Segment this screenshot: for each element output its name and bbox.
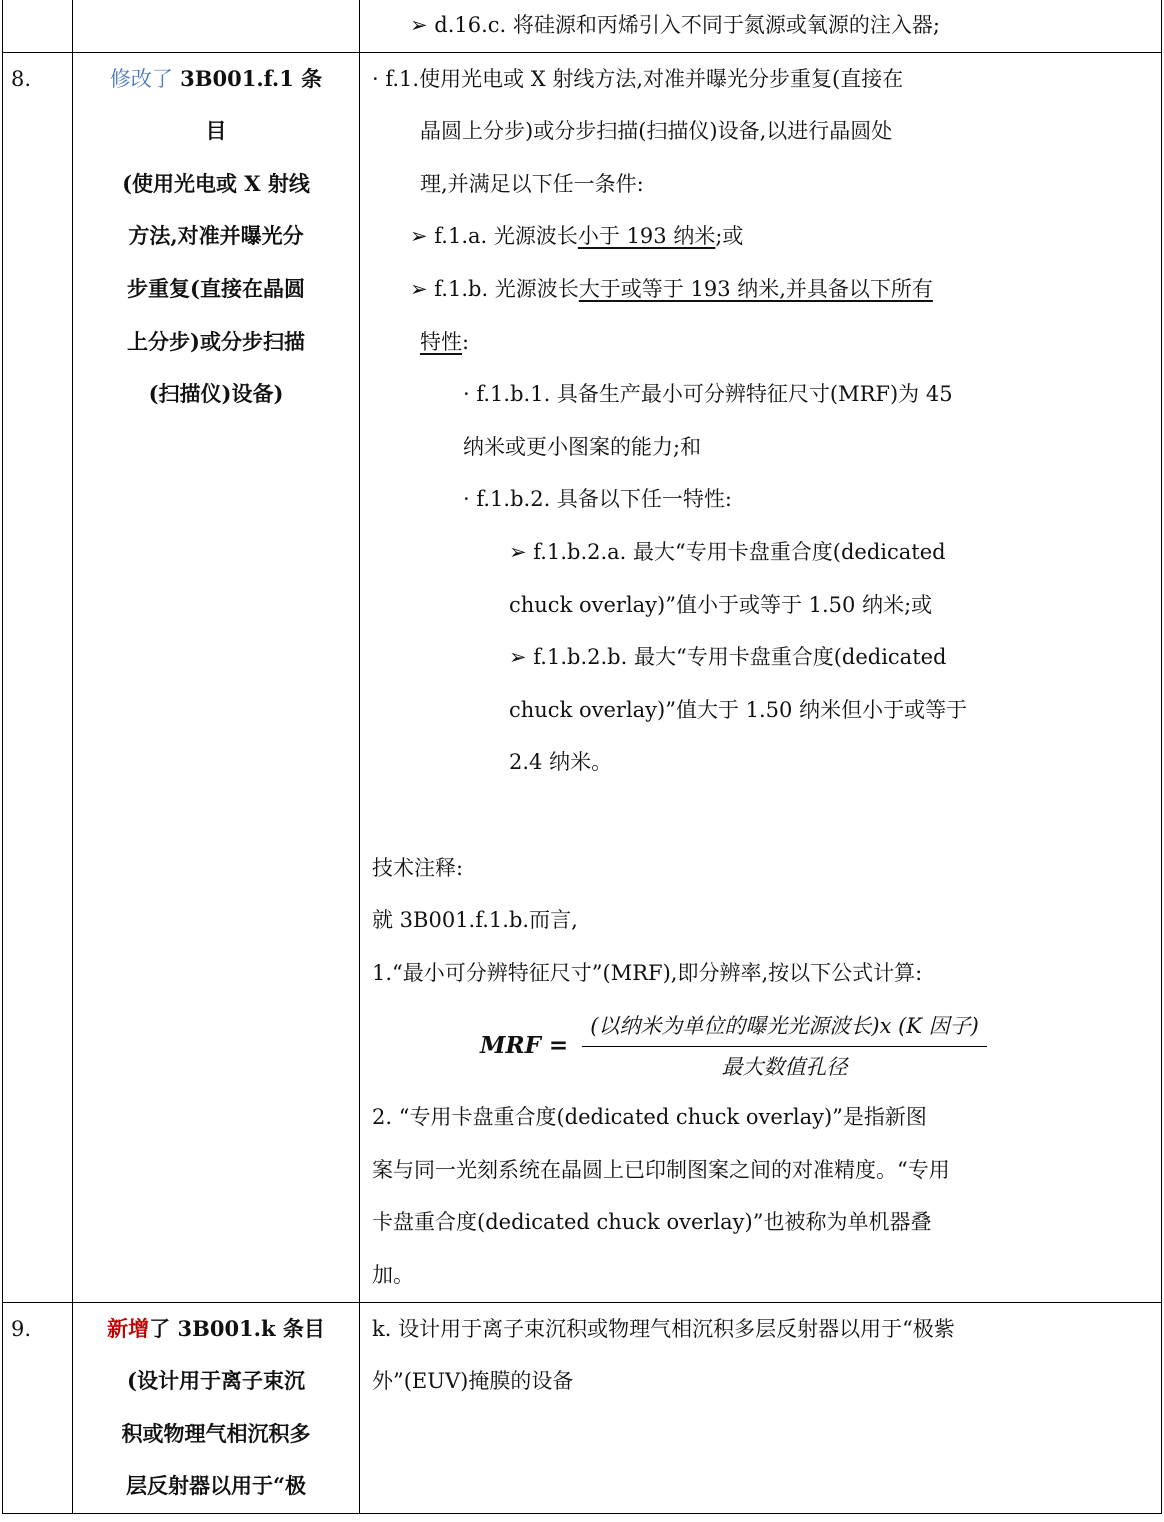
item-f1a: ➢ f.1.a. 光源波长小于 193 纳米;或	[410, 224, 744, 249]
item-f1b2b: ➢ f.1.b.2.b. 最大“专用卡盘重合度(dedicated	[509, 645, 947, 670]
formula-denominator: 最大数值孔径	[721, 1054, 848, 1079]
formula-fraction	[582, 1010, 987, 1081]
amendment-table	[2, 0, 1162, 1514]
caption-line: 上分步)或分步扫描	[127, 328, 305, 354]
row-content	[360, 52, 1162, 1302]
caption-line: 步重复(直接在晶圆	[127, 275, 305, 301]
added-tag: 新增	[107, 1315, 150, 1341]
table-row-8	[3, 52, 1162, 1302]
spacer	[360, 789, 1161, 842]
row-caption	[73, 52, 360, 1302]
note-2: 卡盘重合度(dedicated chuck overlay)”也被称为单机器叠	[372, 1210, 932, 1235]
item-f1b1-cont: 纳米或更小图案的能力;和	[463, 434, 702, 459]
item-f1b2b-cont: chuck overlay)”值大于 1.50 纳米但小于或等于	[509, 697, 968, 722]
note-1: 1.“最小可分辨特征尺寸”(MRF),即分辨率,按以下公式计算:	[372, 960, 923, 985]
item-f1b2a-cont: chuck overlay)”值小于或等于 1.50 纳米;或	[509, 592, 933, 617]
caption-line: (扫描仪)设备)	[148, 381, 284, 407]
item-f1-line: 理,并满足以下任一条件:	[420, 171, 644, 196]
item-d16c: ➢ d.16.c. 将硅源和丙烯引入不同于氮源或氧源的注入器;	[410, 13, 940, 37]
row-content	[360, 1302, 1162, 1513]
modified-tag: 修改了	[109, 66, 173, 91]
note-2: 加。	[372, 1263, 414, 1288]
row-caption	[73, 1302, 360, 1513]
caption-line: 目	[205, 118, 227, 144]
row-content-cell	[360, 0, 1162, 52]
item-f1-line: 晶圆上分步)或分步扫描(扫描仪)设备,以进行晶圆处	[420, 119, 893, 144]
item-f1b2a: ➢ f.1.b.2.a. 最大“专用卡盘重合度(dedicated	[509, 539, 946, 564]
item-f1-line: · f.1.使用光电或 X 射线方法,对准并曝光分步重复(直接在	[372, 66, 904, 91]
caption-line: 修改了 3B001.f.1 条	[109, 65, 323, 91]
caption-line: (使用光电或 X 射线	[122, 170, 310, 196]
caption-line: 方法,对准并曝光分	[128, 223, 304, 249]
caption-line: 新增了 3B001.k 条目	[107, 1315, 325, 1341]
note-2: 2. “专用卡盘重合度(dedicated chuck overlay)”是指新图	[372, 1105, 927, 1130]
item-f1b: ➢ f.1.b. 光源波长大于或等于 193 纳米,并具备以下所有	[410, 276, 933, 301]
caption-line: 积或物理气相沉积多	[121, 1420, 311, 1446]
note-2: 案与同一光刻系统在晶圆上已印制图案之间的对准精度。“专用	[372, 1157, 950, 1182]
row-number-cell	[3, 0, 73, 52]
tech-note-title: 技术注释:	[372, 855, 464, 880]
caption-line: 层反射器以用于“极	[125, 1473, 307, 1499]
mrf-formula	[360, 999, 1161, 1091]
formula-lhs: MRF =	[480, 1031, 569, 1059]
item-f1b2b-cont: 2.4 纳米。	[509, 750, 613, 775]
row-number: 8.	[3, 52, 73, 1302]
row-caption-cell	[73, 0, 360, 52]
formula-numerator: (以纳米为单位的曝光光源波长)x (K 因子)	[582, 1010, 987, 1047]
item-k-cont: 外”(EUV)掩膜的设备	[372, 1369, 574, 1394]
item-f1b-cont: 特性:	[420, 329, 470, 354]
table-row	[3, 0, 1162, 52]
table-row-9	[3, 1302, 1162, 1513]
item-f1b2: · f.1.b.2. 具备以下任一特性:	[463, 487, 732, 512]
row-number: 9.	[3, 1302, 73, 1513]
tech-note-ref: 就 3B001.f.1.b.而言,	[372, 908, 578, 933]
item-k: k. 设计用于离子束沉积或物理气相沉积多层反射器以用于“极紫	[372, 1316, 955, 1341]
caption-line: (设计用于离子束沉	[127, 1368, 305, 1394]
item-f1b1: · f.1.b.1. 具备生产最小可分辨特征尺寸(MRF)为 45	[463, 382, 953, 407]
